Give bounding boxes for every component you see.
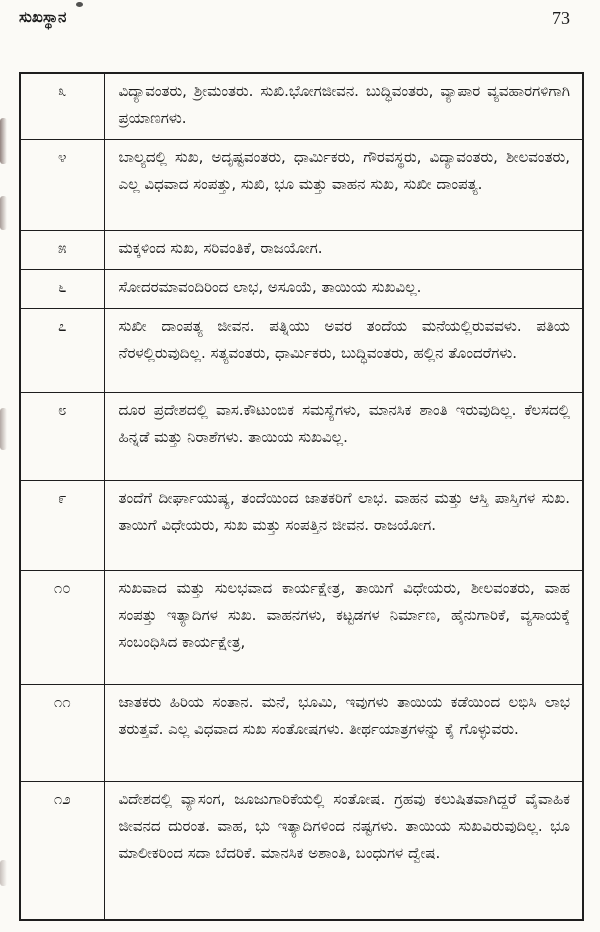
table-row [20, 309, 583, 393]
prediction-text-cell: ವಿದೇಶದಲ್ಲಿ ವ್ಯಾಸಂಗ, ಜೂಜುಗಾರಿಕೆಯಲ್ಲಿ ಸಂತೋಷ. ಗ್ರಹವು ಕಲುಷಿತವಾಗಿದ್ದರೆ ವೈವಾಹಿಕ ಜೀವನದ ದುರಂತ. ವಾಹ, ಭು ಇತ್ಯಾದಿಗಳಿಂದ ನಷ್ಟಗಳು. ತಾಯಿಯ ಸುಖವಿರುವುದಿಲ್ಲ. ಭೂ ಮಾಲೀಕರಿಂದ ಸದಾ ಬೆದರಿಕೆ. ಮಾನಸಿಕ ಅಶಾಂತಿ, ಬಂಧುಗಳ ದ್ವೇಷ. [104, 782, 583, 920]
house-number-cell: ೬ [20, 270, 104, 309]
table-body [20, 73, 583, 920]
table-row [20, 481, 583, 571]
house-number-cell: ೪ [20, 140, 104, 231]
table-row [20, 393, 583, 481]
prediction-text-cell: ಜಾತಕರು ಹಿರಿಯ ಸಂತಾನ. ಮನೆ, ಭೂಮಿ, ಇವುಗಳು ತಾಯಿಯ ಕಡೆಯಿಂದ ಲಭಿಸಿ ಲಾಭ ತರುತ್ತವೆ. ಎಲ್ಲ ವಿಧವಾದ ಸುಖ ಸಂತೋಷಗಳು. ತೀರ್ಥಯಾತ್ರಗಳನ್ನು ಕೈ ಗೊಳ್ಳುವರು. [104, 685, 583, 782]
page-header [19, 8, 584, 29]
house-number-cell: ೯ [20, 481, 104, 571]
table-row [20, 685, 583, 782]
table-row [20, 73, 583, 140]
table-row [20, 571, 583, 685]
house-number-cell: ೮ [20, 393, 104, 481]
scan-edge-smudge [0, 196, 7, 230]
prediction-text-cell: ದೂರ ಪ್ರದೇಶದಲ್ಲಿ ವಾಸ.ಕೌಟುಂಬಿಕ ಸಮಸ್ಯೆಗಳು, ಮಾನಸಿಕ ಶಾಂತಿ ಇರುವುದಿಲ್ಲ. ಕೆಲಸದಲ್ಲಿ ಹಿನ್ನಡೆ ಮತ್ತು ನಿರಾಶೆಗಳು. ತಾಯಿಯ ಸುಖವಿಲ್ಲ. [104, 393, 583, 481]
house-number-cell: ೧೦ [20, 571, 104, 685]
scan-speck [76, 2, 83, 7]
scan-edge-smudge [0, 118, 7, 164]
house-number-cell: ೭ [20, 309, 104, 393]
page-title: ಸುಖಸ್ಥಾನ [19, 8, 67, 26]
table-row [20, 782, 583, 920]
astrology-predictions-table [19, 72, 584, 921]
house-number-cell: ೩ [20, 73, 104, 140]
table-row [20, 140, 583, 231]
prediction-text-cell: ಮಕ್ಕಳಿಂದ ಸುಖ, ಸರಿವಂತಿಕೆ, ರಾಜಯೋಗ. [104, 231, 583, 270]
prediction-text-cell: ಬಾಲ್ಯದಲ್ಲಿ ಸುಖ, ಅದೃಷ್ಟವಂತರು, ಧಾರ್ಮಿಕರು, ಗೌರವಸ್ಥರು, ವಿದ್ಯಾವಂತರು, ಶೀಲವಂತರು, ಎಲ್ಲ ವಿಧವಾದ ಸಂಪತ್ತು, ಸುಖಿ, ಭೂ ಮತ್ತು ವಾಹನ ಸುಖ, ಸುಖೀ ದಾಂಪತ್ಯ. [104, 140, 583, 231]
scan-edge-smudge [0, 408, 7, 450]
prediction-text-cell: ತಂದೆಗೆ ದೀರ್ಘಾಯುಷ್ಯ, ತಂದೆಯಿಂದ ಜಾತಕರಿಗೆ ಲಾಭ. ವಾಹನ ಮತ್ತು ಆಸ್ತಿ ಪಾಸ್ತಿಗಳ ಸುಖ. ತಾಯಿಗೆ ವಿಧೇಯರು, ಸುಖ ಮತ್ತು ಸಂಪತ್ತಿನ ಜೀವನ. ರಾಜಯೋಗ. [104, 481, 583, 571]
prediction-text-cell: ಸುಖವಾದ ಮತ್ತು ಸುಲಭವಾದ ಕಾರ್ಯಕ್ಷೇತ್ರ, ತಾಯಿಗೆ ವಿಧೇಯರು, ಶೀಲವಂತರು, ವಾಹ ಸಂಪತ್ತು ಇತ್ಯಾದಿಗಳ ಸುಖ. ವಾಹನಗಳು, ಕಟ್ಟಡಗಳ ನಿರ್ಮಾಣ, ಹೈನುಗಾರಿಕೆ, ವ್ಯಸಾಯಕ್ಕೆ ಸಂಬಂಧಿಸಿದ ಕಾರ್ಯಕ್ಷೇತ್ರ, [104, 571, 583, 685]
table-row [20, 270, 583, 309]
house-number-cell: ೧೨ [20, 782, 104, 920]
prediction-text-cell: ಸೋದರಮಾವಂದಿರಿಂದ ಲಾಭ, ಅಸೂಯೆ, ತಾಯಿಯ ಸುಖವಿಲ್ಲ. [104, 270, 583, 309]
table-row [20, 231, 583, 270]
prediction-text-cell: ಸುಖೀ ದಾಂಪತ್ಯ ಜೀವನ. ಪತ್ನಿಯು ಅವರ ತಂದೆಯ ಮನೆಯಲ್ಲಿರುವವಳು. ಪತಿಯ ನೆರಳಲ್ಲಿರುವುದಿಲ್ಲ. ಸತ್ಯವಂತರು, ಧಾರ್ಮಿಕರು, ಬುದ್ಧಿವಂತರು, ಹಲ್ಲಿನ ತೊಂದರೆಗಳು. [104, 309, 583, 393]
prediction-text-cell: ವಿದ್ಯಾವಂತರು, ಶ್ರೀಮಂತರು. ಸುಖಿ.ಭೋಗಜೀವನ. ಬುದ್ಧಿವಂತರು, ವ್ಯಾಪಾರ ವ್ಯವಹಾರಗಳಿಗಾಗಿ ಪ್ರಯಾಣಗಳು. [104, 73, 583, 140]
house-number-cell: ೫ [20, 231, 104, 270]
scan-edge-smudge [0, 860, 7, 886]
page-number: 73 [552, 8, 570, 28]
house-number-cell: ೧೧ [20, 685, 104, 782]
